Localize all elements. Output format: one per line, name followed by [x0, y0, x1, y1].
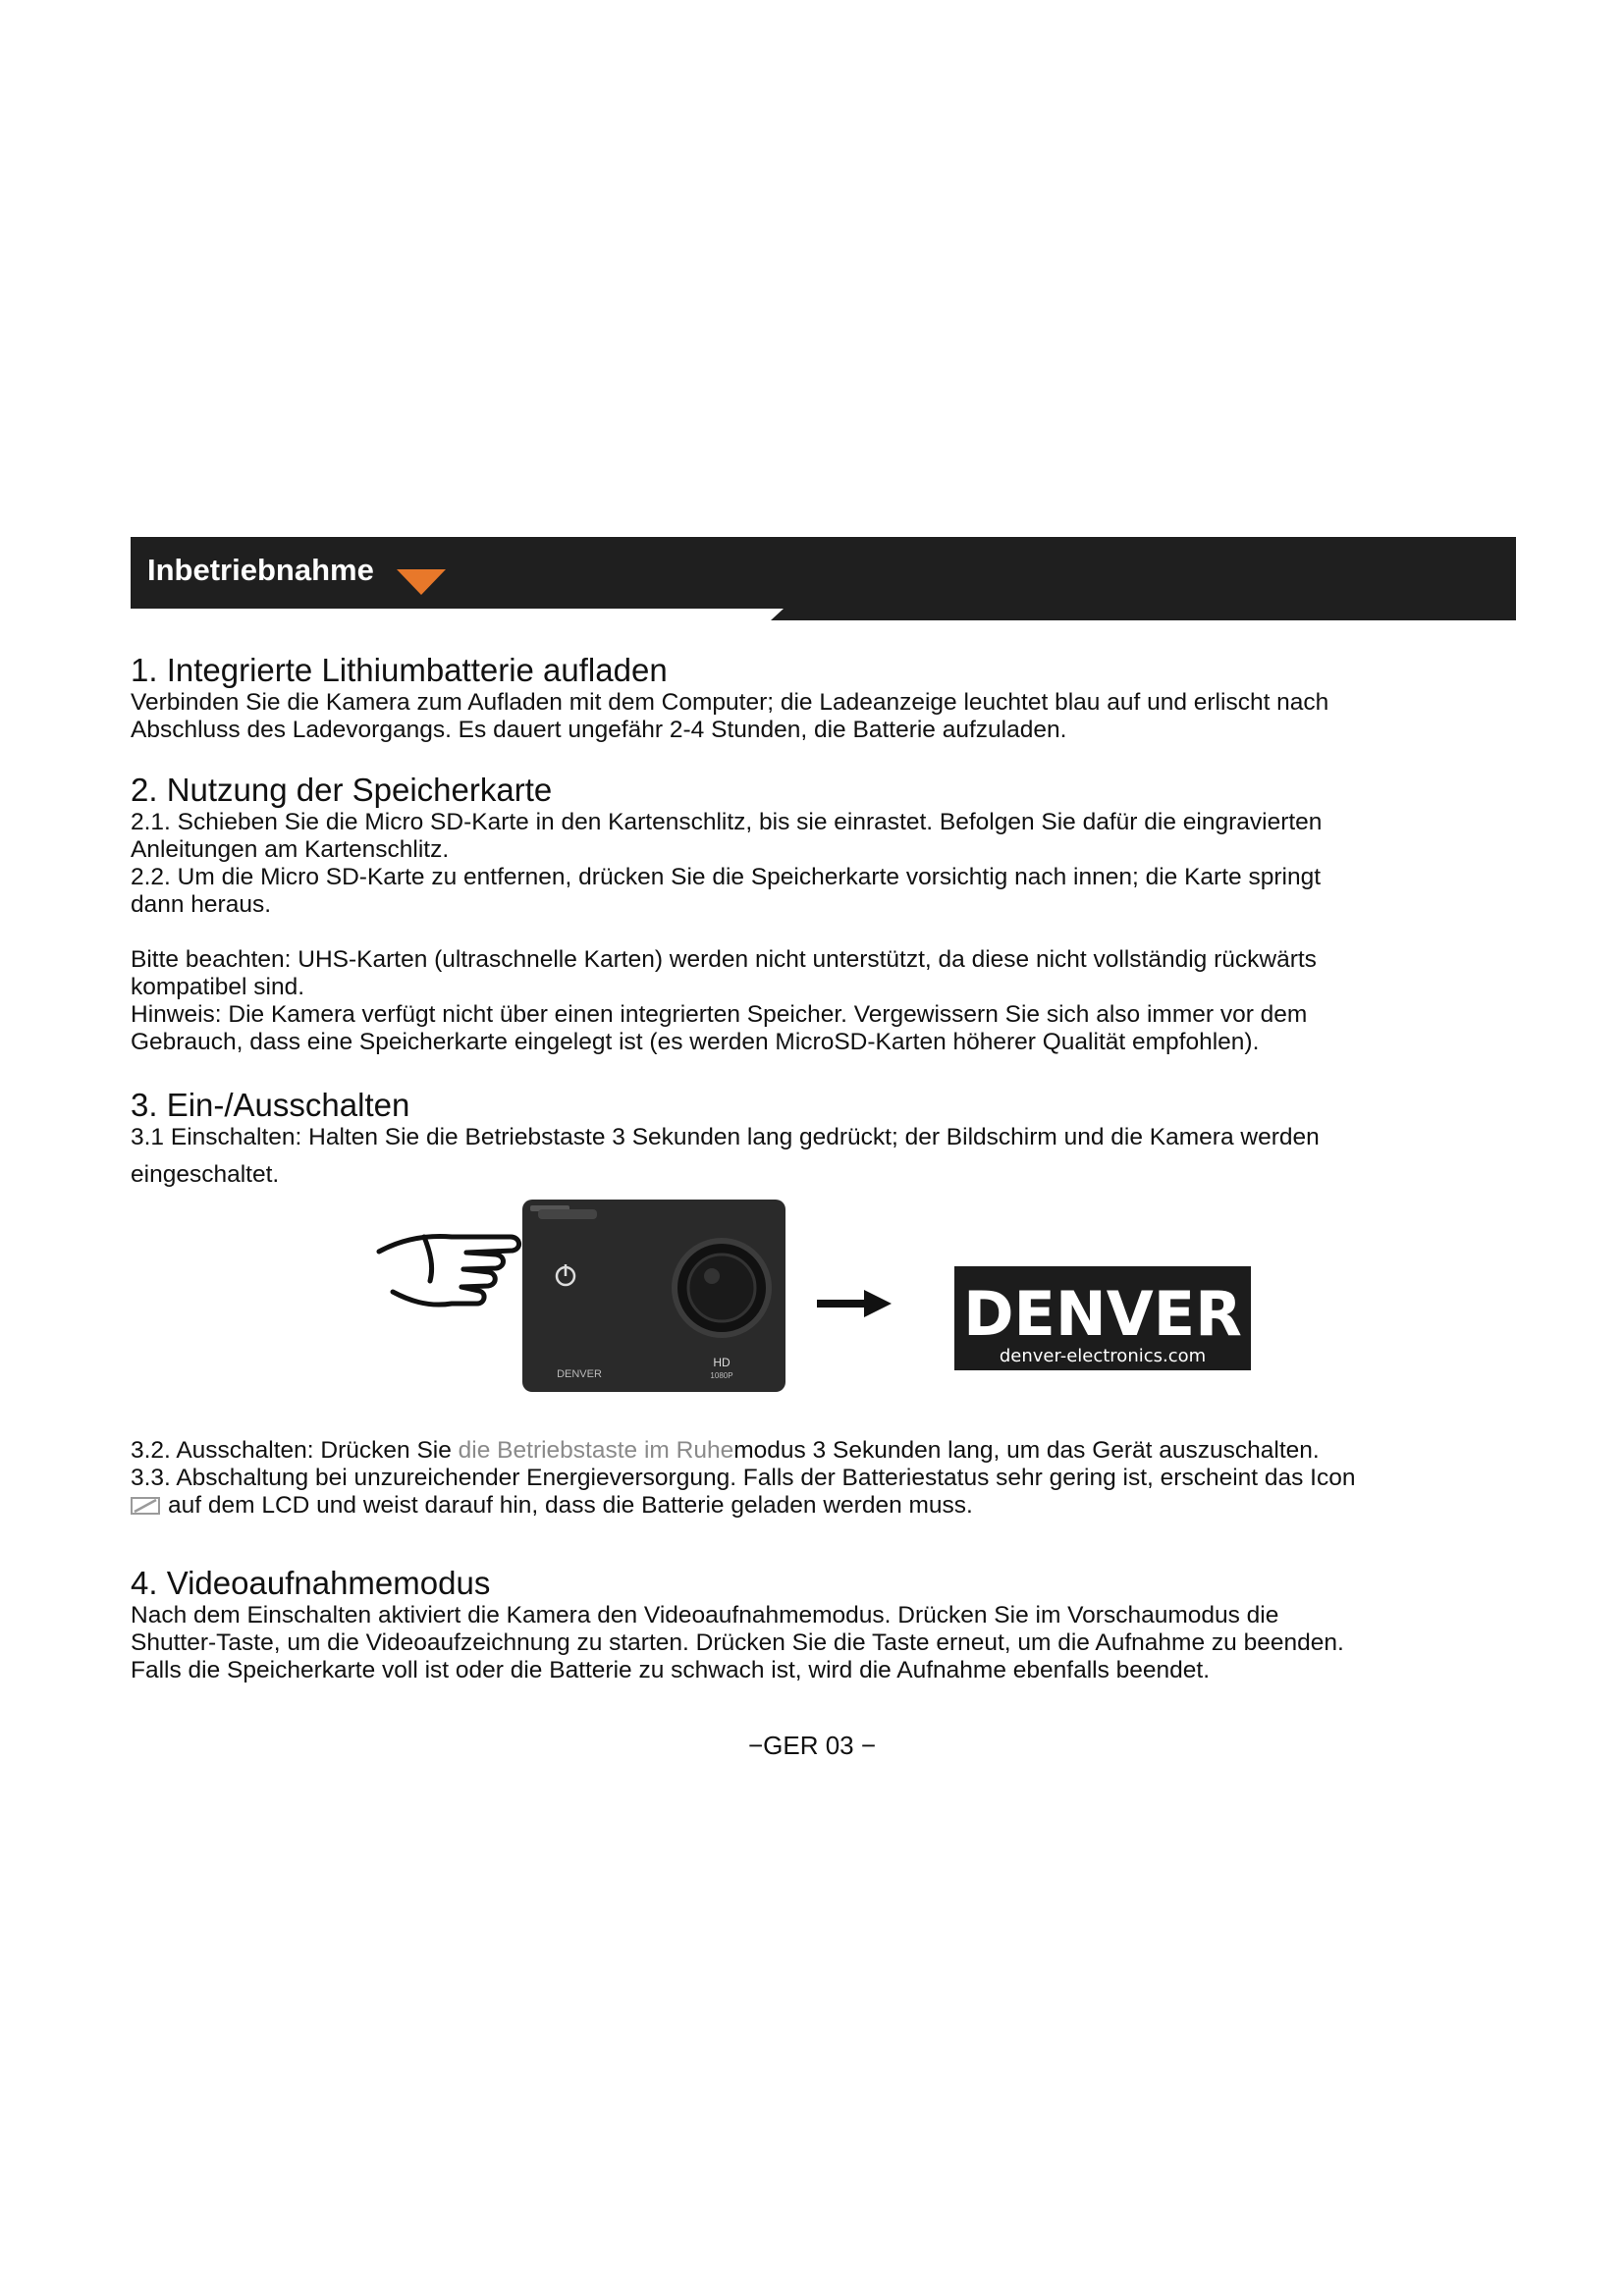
section-power-off [131, 1437, 1525, 1520]
section-power [131, 1087, 1525, 1189]
text-run: 3.2. Ausschalten: Drücken Sie [131, 1437, 459, 1464]
note-line: Bitte beachten: UHS-Karten (ultraschnelle Karten) werden nicht unterstützt, da diese nicht vollständig rückwärts [131, 946, 1317, 973]
pointing-hand-icon [379, 1237, 519, 1306]
right-arrow-icon [817, 1290, 892, 1317]
text-run: modus 3 Sekunden lang, um das Gerät auszuschalten. [733, 1437, 1320, 1464]
paragraph-line: 2.2. Um die Micro SD-Karte zu entfernen, drücken Sie die Speicherkarte vorsichtig nach innen; die Karte springt [131, 864, 1321, 890]
denver-logo [954, 1266, 1251, 1370]
camera-hd-text: HD [713, 1356, 731, 1369]
section-memory-card [131, 772, 1525, 1056]
text-run: auf dem LCD und weist darauf hin, dass die Batterie geladen werden muss. [168, 1492, 973, 1519]
paragraph-line [131, 1492, 1525, 1520]
section-title: 4. Videoaufnahmemodus [131, 1565, 491, 1601]
camera-brand-text: DENVER [557, 1368, 602, 1380]
paragraph-line: 3.3. Abschaltung bei unzureichender Energieversorgung. Falls der Batteriestatus sehr gering ist, erscheint das Icon [131, 1465, 1356, 1491]
banner-title: Inbetriebnahme [147, 553, 374, 587]
section-title: 3. Ein-/Ausschalten [131, 1087, 410, 1123]
paragraph-line: Shutter-Taste, um die Videoaufzeichnung zu starten. Drücken Sie die Taste erneut, um die Aufnahme zu beenden. [131, 1629, 1344, 1656]
note-line: kompatibel sind. [131, 974, 305, 1000]
paragraph-line: Nach dem Einschalten aktiviert die Kamera den Videoaufnahmemodus. Drücken Sie im Vorschaumodus die [131, 1602, 1279, 1629]
section-title: 1. Integrierte Lithiumbatterie aufladen [131, 652, 668, 688]
paragraph-line [131, 1437, 1525, 1465]
paragraph-line: dann heraus. [131, 891, 272, 918]
camera-image [522, 1200, 785, 1392]
paragraph-line: Anleitungen am Kartenschlitz. [131, 836, 450, 863]
paragraph-line: Falls die Speicherkarte voll ist oder die Batterie zu schwach ist, wird die Aufnahme ebenfalls beendet. [131, 1657, 1211, 1683]
paragraph-line: 3.1 Einschalten: Halten Sie die Betriebstaste 3 Sekunden lang gedrückt; der Bildschirm und die Kamera werden [131, 1124, 1320, 1150]
note-line: Gebrauch, dass eine Speicherkarte eingelegt ist (es werden MicroSD-Karten höherer Qualität empfohlen). [131, 1029, 1260, 1055]
paragraph-line: eingeschaltet. [131, 1161, 280, 1188]
power-on-illustration [373, 1198, 1257, 1394]
section-title: 2. Nutzung der Speicherkarte [131, 772, 553, 808]
text-run-grey: die Betriebstaste im Ruhe [458, 1437, 734, 1464]
banner-step-edge [131, 609, 1516, 620]
paragraph-line: 2.1. Schieben Sie die Micro SD-Karte in den Kartenschlitz, bis sie einrastet. Befolgen Sie dafür die eingravierten [131, 809, 1323, 835]
logo-text: DENVER [963, 1278, 1242, 1350]
section-battery-charging [131, 652, 1525, 744]
logo-url: denver-electronics.com [999, 1346, 1207, 1366]
page-number: −GER 03 − [747, 1731, 877, 1760]
camera-res-text: 1080P [710, 1371, 733, 1380]
note-line: Hinweis: Die Kamera verfügt nicht über einen integrierten Speicher. Vergewissern Sie sich also immer vor dem [131, 1001, 1308, 1028]
orange-arrow-icon [397, 569, 446, 595]
paragraph-line: Abschluss des Ladevorgangs. Es dauert ungefähr 2-4 Stunden, die Batterie aufzuladen. [131, 717, 1067, 743]
section-video-recording [131, 1565, 1525, 1684]
low-battery-icon [131, 1496, 162, 1516]
paragraph-line: Verbinden Sie die Kamera zum Aufladen mit dem Computer; die Ladeanzeige leuchtet blau auf und erlischt nach [131, 689, 1329, 716]
